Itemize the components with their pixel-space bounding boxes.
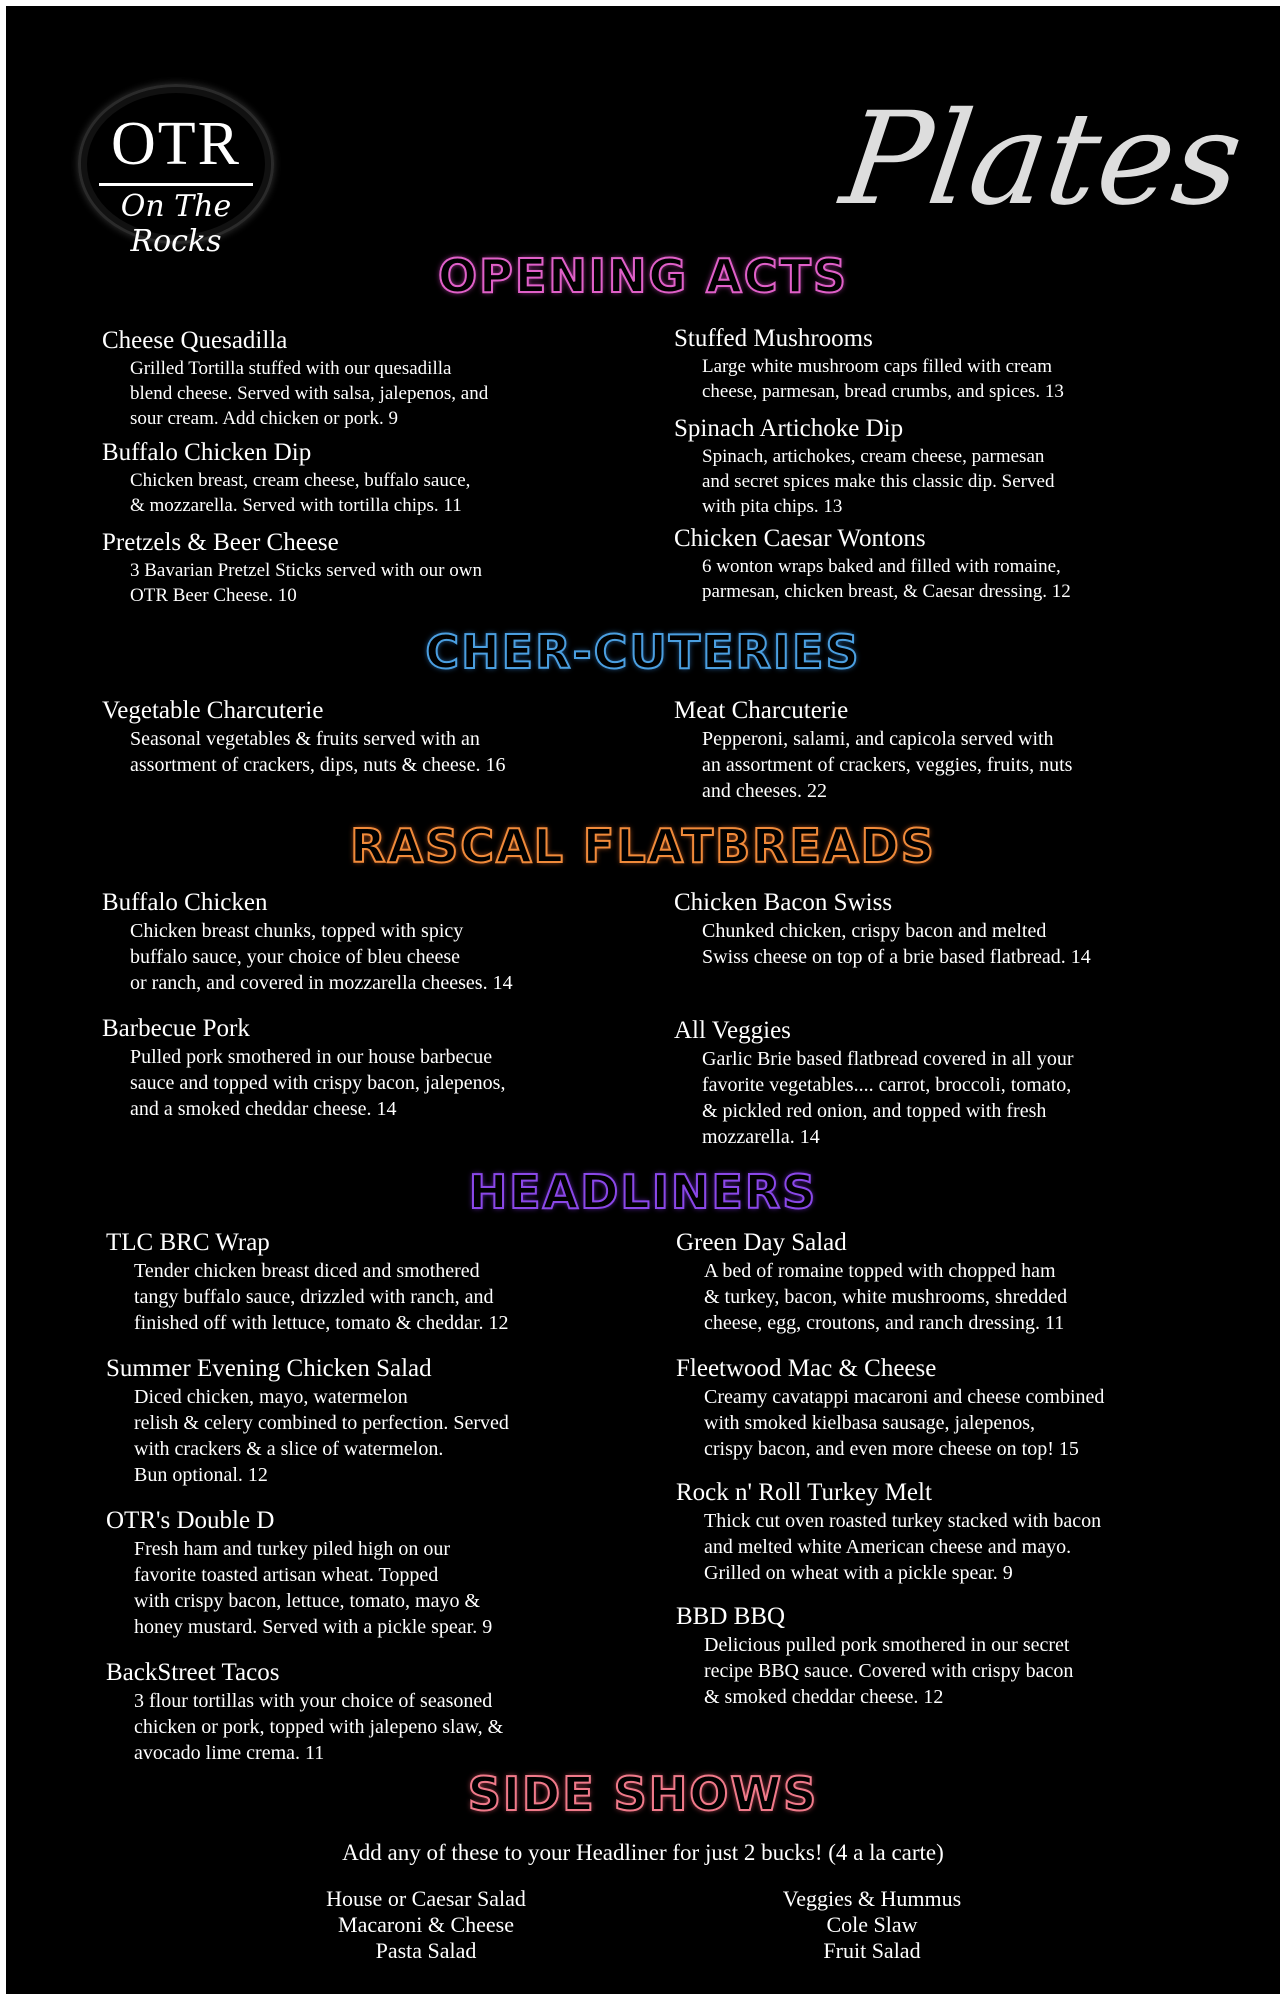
- item-name: Fleetwood Mac & Cheese: [676, 1355, 937, 1382]
- item-name: Chicken Caesar Wontons: [674, 525, 926, 552]
- item-description: Spinach, artichokes, cream cheese, parmesan and secret spices make this classic dip. Served with pita chips. 13: [702, 446, 1055, 517]
- item-description: 3 Bavarian Pretzel Sticks served with our own OTR Beer Cheese. 10: [130, 560, 482, 606]
- menu-item: [676, 1478, 1266, 1586]
- item-description: Pulled pork smothered in our house barbecue sauce and topped with crispy bacon, jalepenos, and a smoked cheddar cheese. 14: [130, 1046, 506, 1120]
- menu-item: [102, 326, 662, 431]
- item-description: Seasonal vegetables & fruits served with an assortment of crackers, dips, nuts & cheese. 16: [130, 728, 506, 776]
- menu-item: [102, 528, 662, 608]
- side-list-right: [682, 1886, 1062, 1964]
- item-name: All Veggies: [674, 1017, 791, 1044]
- logo-sub-text: On The Rocks: [120, 189, 232, 259]
- menu-item: [106, 1658, 666, 1766]
- item-description: Pepperoni, salami, and capicola served with an assortment of crackers, veggies, fruits, nuts and cheeses. 22: [702, 728, 1073, 802]
- item-description: Fresh ham and turkey piled high on our favorite toasted artisan wheat. Topped with crispy bacon, lettuce, tomato, mayo & honey mustard. Served with a pickle spear. 9: [134, 1538, 493, 1638]
- item-description: Delicious pulled pork smothered in our secret recipe BBQ sauce. Covered with crispy bacon & smoked cheddar cheese. 12: [704, 1634, 1074, 1708]
- item-name: OTR's Double D: [106, 1507, 275, 1534]
- section-title-side-shows: SIDE SHOWS: [467, 1767, 819, 1821]
- side-item: Veggies & Hummus: [782, 1886, 962, 1911]
- side-item: Fruit Salad: [823, 1938, 921, 1963]
- item-name: Summer Evening Chicken Salad: [106, 1355, 432, 1382]
- item-name: Rock n' Roll Turkey Melt: [676, 1479, 932, 1506]
- menu-item: [676, 1228, 1236, 1336]
- side-item: Cole Slaw: [826, 1912, 918, 1937]
- menu-item: [102, 696, 662, 778]
- menu-item: [674, 696, 1234, 804]
- item-name: Vegetable Charcuterie: [102, 697, 324, 724]
- item-name: Buffalo Chicken: [102, 889, 268, 916]
- section-title-headliners: HEADLINERS: [468, 1165, 818, 1219]
- item-description: Creamy cavatappi macaroni and cheese combined with smoked kielbasa sausage, jalepenos, crispy bacon, and even more cheese on top! 15: [704, 1386, 1105, 1460]
- side-item: Pasta Salad: [375, 1938, 477, 1963]
- item-description: A bed of romaine topped with chopped ham & turkey, bacon, white mushrooms, shredded cheese, egg, croutons, and ranch dressing. 11: [704, 1260, 1068, 1334]
- item-description: Large white mushroom caps filled with cream cheese, parmesan, bread crumbs, and spices. 13: [702, 356, 1064, 402]
- menu-item: [102, 438, 662, 518]
- menu-item: [674, 324, 1234, 404]
- side-shows-note: Add any of these to your Headliner for just 2 bucks! (4 a la carte): [342, 1840, 944, 1865]
- item-description: Garlic Brie based flatbread covered in all your favorite vegetables.... carrot, broccoli, tomato, & pickled red onion, and topped with fresh mozzarella. 14: [702, 1048, 1074, 1148]
- menu-item: [674, 414, 1234, 519]
- item-name: Barbecue Pork: [102, 1015, 250, 1042]
- item-description: Chicken breast, cream cheese, buffalo sauce, & mozzarella. Served with tortilla chips. 11: [130, 470, 471, 516]
- item-description: Tender chicken breast diced and smothered tangy buffalo sauce, drizzled with ranch, and finished off with lettuce, tomato & cheddar. 12: [134, 1260, 509, 1334]
- section-title-rascal-flatbreads: RASCAL FLATBREADS: [350, 819, 936, 873]
- side-list-left: [236, 1886, 616, 1964]
- item-description: Chicken breast chunks, topped with spicy buffalo sauce, your choice of bleu cheese or ranch, and covered in mozzarella cheeses. 14: [130, 920, 513, 994]
- item-description: 3 flour tortillas with your choice of seasoned chicken or pork, topped with jalepeno slaw, & avocado lime crema. 11: [134, 1690, 504, 1764]
- item-name: Meat Charcuterie: [674, 697, 849, 724]
- menu-item: [102, 1014, 662, 1122]
- menu-item: [674, 524, 1234, 604]
- page-title: Plates: [833, 85, 1251, 234]
- logo-main-text: OTR: [111, 110, 241, 178]
- item-name: Chicken Bacon Swiss: [674, 889, 893, 916]
- logo-divider: [99, 183, 253, 186]
- item-name: Buffalo Chicken Dip: [102, 439, 312, 466]
- item-description: 6 wonton wraps baked and filled with romaine, parmesan, chicken breast, & Caesar dressing. 12: [702, 556, 1071, 602]
- item-name: TLC BRC Wrap: [106, 1229, 270, 1256]
- item-name: Pretzels & Beer Cheese: [102, 529, 339, 556]
- section-title-cher-cuteries: CHER-CUTERIES: [425, 625, 861, 679]
- section-title-opening-acts: OPENING ACTS: [438, 249, 848, 303]
- menu-item: [106, 1354, 666, 1488]
- menu-item: [106, 1228, 666, 1336]
- menu-item: [674, 1016, 1234, 1150]
- item-description: Diced chicken, mayo, watermelon relish & celery combined to perfection. Served with crackers & a slice of watermelon. Bun optional. 12: [134, 1386, 509, 1486]
- item-name: Spinach Artichoke Dip: [674, 415, 904, 442]
- otr-logo: [78, 84, 274, 259]
- item-name: Stuffed Mushrooms: [674, 325, 873, 352]
- side-item: House or Caesar Salad: [326, 1886, 526, 1911]
- item-name: Green Day Salad: [676, 1229, 847, 1256]
- item-name: Cheese Quesadilla: [102, 327, 288, 354]
- menu-item: [676, 1354, 1236, 1462]
- side-item: Macaroni & Cheese: [338, 1912, 514, 1937]
- menu-item: [102, 888, 662, 996]
- item-description: Chunked chicken, crispy bacon and melted Swiss cheese on top of a brie based flatbread. 14: [702, 920, 1091, 968]
- item-description: Thick cut oven roasted turkey stacked with bacon and melted white American cheese and mayo. Grilled on wheat with a pickle spear. 9: [704, 1510, 1102, 1584]
- menu-item: [676, 1602, 1236, 1710]
- menu-item: [674, 888, 1234, 970]
- item-description: Grilled Tortilla stuffed with our quesadilla blend cheese. Served with salsa, jalepenos, and sour cream. Add chicken or pork. 9: [130, 358, 489, 429]
- item-name: BBD BBQ: [676, 1603, 786, 1630]
- item-name: BackStreet Tacos: [106, 1659, 280, 1686]
- menu-item: [106, 1506, 666, 1640]
- menu-page: [6, 6, 1280, 1994]
